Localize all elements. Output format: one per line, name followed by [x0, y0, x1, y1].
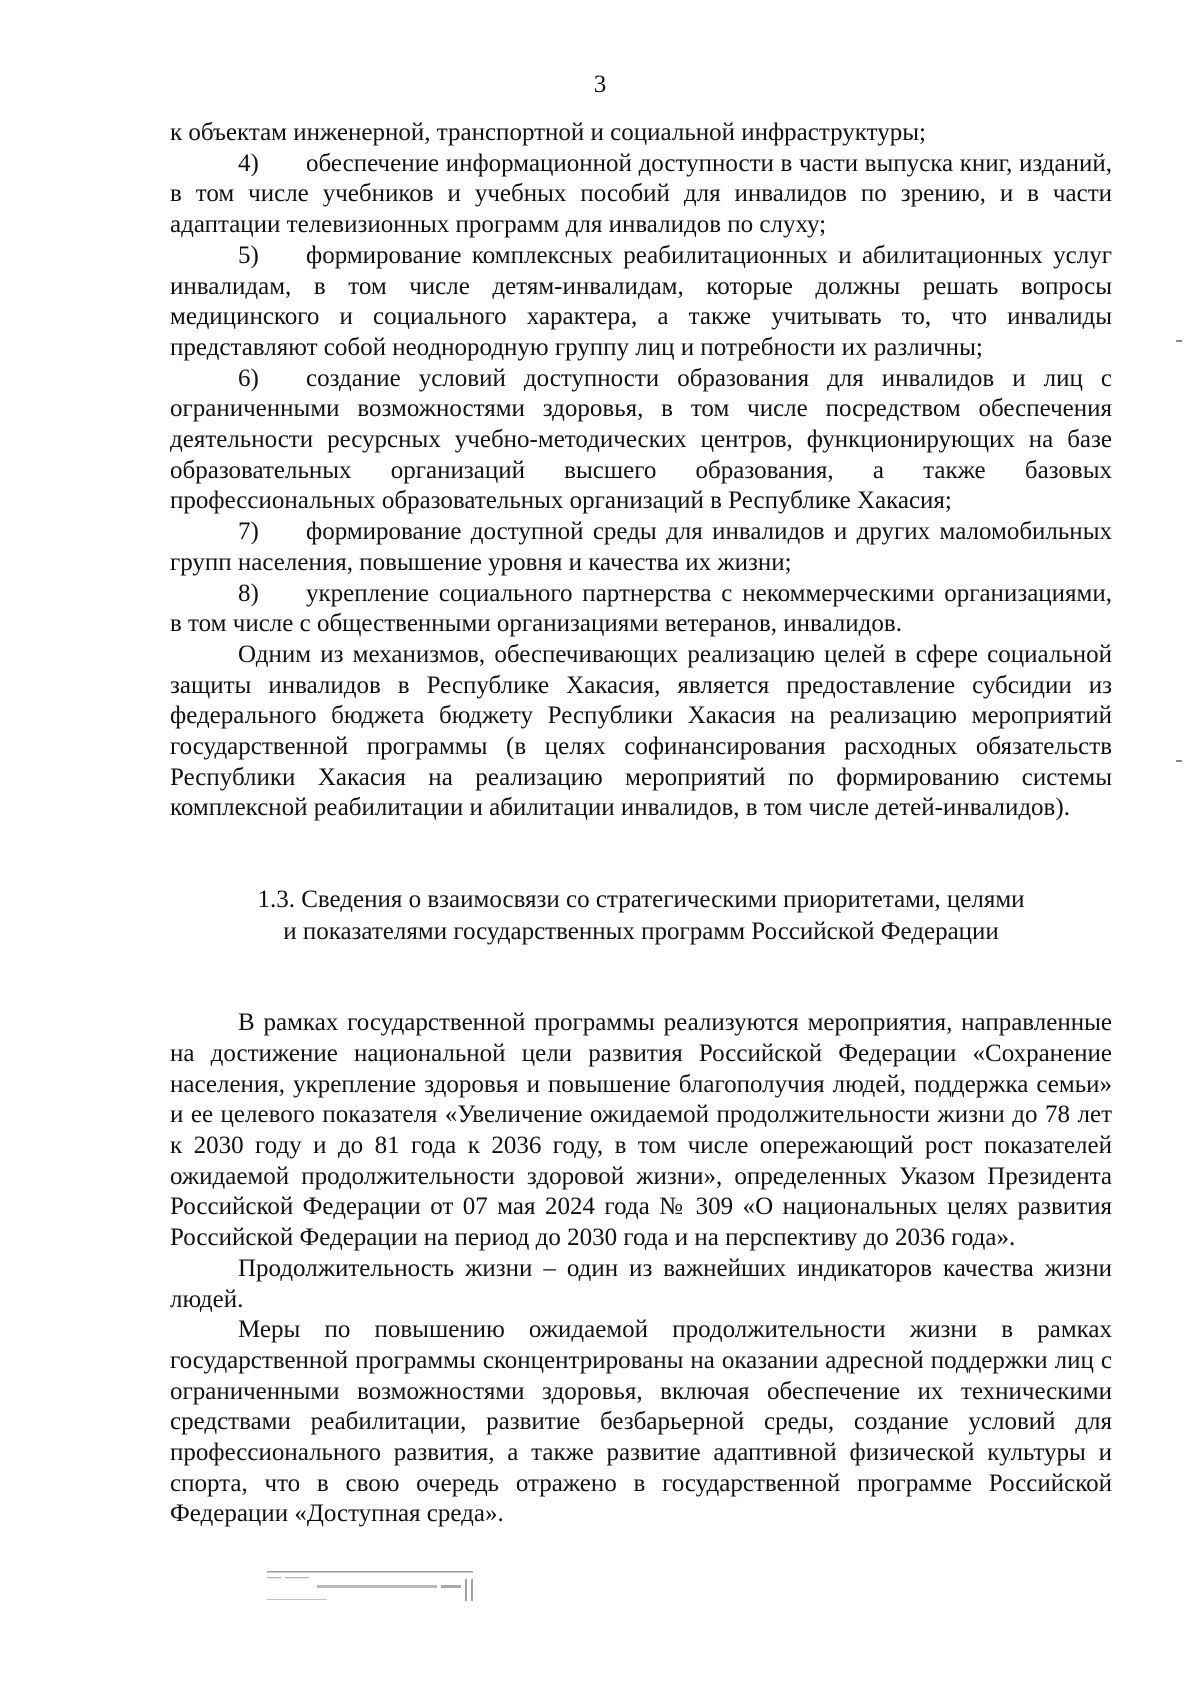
list-item-number: 8)	[238, 579, 259, 607]
list-item-text: формирование доступной среды для инвалидов и других маломобильных групп населения, повышение уровня и качества их жизни;	[170, 518, 1112, 576]
list-item-text: создание условий доступности образования для инвалидов и лиц с ограниченными возможностями здоровья, в том числе посредством обеспечения деятельности ресурсных учебно-методических центров, функционирующих на базе образовательных организаций высшего образования, а также базовых профессиональных образовательных организаций в Республике Хакасия;	[170, 364, 1112, 515]
faint-registration-stamp	[265, 1567, 483, 1613]
section-heading	[170, 884, 1112, 948]
section-heading-line: и показателями государственных программ Российской Федерации	[283, 918, 999, 946]
life-expectancy-paragraph: Продолжительность жизни – один из важнейших индикаторов качества жизни людей.	[170, 1254, 1112, 1313]
list-item-number: 4)	[238, 149, 259, 177]
margin-scan-mark	[1176, 760, 1182, 762]
list-item	[170, 149, 1112, 241]
page-number: 3	[593, 71, 607, 98]
list-item	[170, 364, 1112, 518]
list-item	[170, 579, 1112, 640]
section-heading-line: 1.3. Сведения о взаимосвязи со стратегическими приоритетами, целями	[257, 886, 1025, 914]
list-item	[170, 241, 1112, 364]
measures-paragraph: Меры по повышению ожидаемой продолжительности жизни в рамках государственной программы сконцентрированы на оказании адресной поддержки лиц с ограниченными возможностями здоровья, включая обеспечение их техническими средствами реабилитации, развитие безбарьерной среды, создание условий для профессионального развития, а также развитие адаптивной физической культуры и спорта, что в свою очередь отражено в государственной программе Российской Федерации «Доступная среда».	[170, 1316, 1112, 1528]
list-item-number: 5)	[238, 241, 259, 269]
national-goals-paragraph: В рамках государственной программы реализуются мероприятия, направленные на достижение национальной цели развития Российской Федерации «Сохранение населения, укрепление здоровья и повышение благополучия людей, поддержка семьи» и ее целевого показателя «Увеличение ожидаемой продолжительности жизни до 78 лет к 2030 году и до 81 года к 2036 году, в том числе опережающий рост показателей ожидаемой продолжительности здоровой жизни», определенных Указом Президента Российской Федерации от 07 мая 2024 года № 309 «О национальных целях развития Российской Федерации на период до 2030 года и на перспективу до 2036 года».	[170, 1009, 1112, 1252]
list-item	[170, 517, 1112, 578]
goals-list	[170, 149, 1112, 640]
mechanisms-paragraph: Одним из механизмов, обеспечивающих реализацию целей в сфере социальной защиты инвалидов в Республике Хакасия, является предоставление субсидии из федерального бюджета бюджету Республики Хакасия на реализацию мероприятий государственной программы (в целях софинансирования расходных обязательств Республики Хакасия на реализацию мероприятий по формированию системы комплексной реабилитации и абилитации инвалидов, в том числе детей-инвалидов).	[170, 640, 1112, 822]
list-item-text: обеспечение информационной доступности в части выпуска книг, изданий, в том числе учебников и учебных пособий для инвалидов по зрению, и в части адаптации телевизионных программ для инвалидов по слуху;	[170, 149, 1112, 239]
document-body	[170, 118, 1112, 1530]
list-item-number: 7)	[238, 518, 259, 546]
list-item-number: 6)	[238, 364, 259, 392]
intro-line: к объектам инженерной, транспортной и социальной инфраструктуры;	[170, 119, 926, 146]
margin-scan-mark	[1176, 340, 1182, 342]
list-item-text: укрепление социального партнерства с некоммерческими организациями, в том числе с общественными организациями ветеранов, инвалидов.	[170, 579, 1112, 638]
list-item-text: формирование комплексных реабилитационных и абилитационных услуг инвалидам, в том числе детям-инвалидам, которые должны решать вопросы медицинского и социального характера, а также учитывать то, что инвалиды представляют собой неоднородную группу лиц и потребности их различны;	[170, 241, 1112, 361]
